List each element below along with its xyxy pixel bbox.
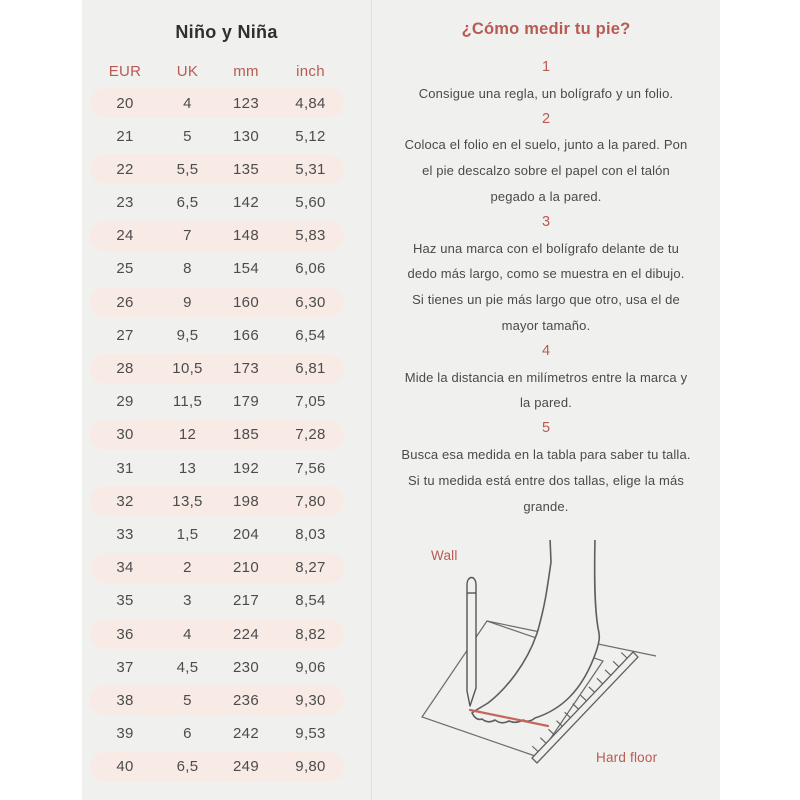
table-cell: 123 xyxy=(233,94,259,112)
table-cell: 32 xyxy=(116,492,134,510)
foot-measurement-drawing-icon xyxy=(400,540,720,800)
table-cell: 173 xyxy=(233,360,259,377)
table-cell: 33 xyxy=(116,525,134,543)
table-cell: 4,5 xyxy=(176,658,199,676)
step-number: 2 xyxy=(541,110,551,127)
table-row xyxy=(90,188,344,218)
table-cell: 23 xyxy=(116,194,134,212)
table-row xyxy=(90,519,344,549)
table-cell: 4,84 xyxy=(295,94,326,112)
measure-guide-section xyxy=(372,0,720,800)
table-cell: 148 xyxy=(233,227,259,245)
table-cell: 166 xyxy=(233,326,259,344)
column-header: UK xyxy=(176,62,199,80)
table-row xyxy=(90,387,344,417)
table-cell: 6,5 xyxy=(176,194,199,212)
size-table-title: Niño y Niña xyxy=(175,22,278,42)
step-text: Mide la distancia en milímetros entre la marca y la pared. xyxy=(404,369,688,411)
table-cell: 7,28 xyxy=(295,426,326,444)
table-cell: 8,27 xyxy=(295,559,326,577)
pen-icon xyxy=(467,578,476,707)
table-cell: 30 xyxy=(116,426,134,444)
table-row xyxy=(90,619,344,649)
size-table-header-row xyxy=(90,60,344,82)
table-cell: 9,06 xyxy=(295,658,326,676)
table-cell: 185 xyxy=(233,426,259,444)
table-cell: 13 xyxy=(178,459,197,477)
table-cell: 135 xyxy=(233,160,259,178)
table-cell: 6,54 xyxy=(295,326,326,344)
table-cell: 36 xyxy=(116,625,134,643)
table-cell: 5,12 xyxy=(295,127,326,145)
table-cell: 6,81 xyxy=(295,360,326,377)
size-guide-panel xyxy=(82,0,720,800)
table-cell: 12 xyxy=(178,426,197,444)
table-row xyxy=(90,652,344,682)
table-cell: 40 xyxy=(116,758,134,776)
table-cell: 6,06 xyxy=(295,260,326,278)
table-row xyxy=(90,453,344,483)
table-row xyxy=(90,354,344,384)
table-row xyxy=(90,586,344,616)
table-row xyxy=(90,553,344,583)
table-cell: 5,31 xyxy=(295,160,326,178)
table-cell: 5,83 xyxy=(295,227,326,245)
table-cell: 7,56 xyxy=(295,459,326,477)
table-cell: 24 xyxy=(116,227,134,245)
table-cell: 5 xyxy=(183,127,192,145)
table-cell: 9,30 xyxy=(295,691,326,709)
guide-steps xyxy=(372,55,720,519)
table-cell: 4 xyxy=(183,94,192,112)
table-row xyxy=(90,88,344,118)
table-row xyxy=(90,221,344,251)
table-cell: 7,80 xyxy=(295,492,326,510)
table-row xyxy=(90,719,344,749)
step-text: Busca esa medida en la tabla para saber tu talla. Si tu medida está entre dos tallas, elige la más grande. xyxy=(401,446,691,514)
table-cell: 34 xyxy=(116,559,134,577)
table-cell: 210 xyxy=(233,559,259,577)
hard-floor-label: Hard floor xyxy=(596,750,658,765)
table-cell: 38 xyxy=(116,691,134,709)
table-cell: 236 xyxy=(233,691,259,709)
table-cell: 198 xyxy=(233,492,259,510)
table-cell: 8 xyxy=(183,260,192,278)
table-cell: 8,54 xyxy=(295,592,326,610)
table-cell: 7,05 xyxy=(295,393,326,411)
table-cell: 6 xyxy=(183,725,192,743)
table-cell: 29 xyxy=(116,393,134,411)
step-number: 4 xyxy=(541,342,551,359)
table-cell: 8,03 xyxy=(295,525,326,543)
table-cell: 39 xyxy=(116,725,134,743)
table-cell: 154 xyxy=(233,260,259,278)
column-header: EUR xyxy=(108,62,142,80)
table-cell: 224 xyxy=(233,625,259,643)
step-number: 1 xyxy=(541,59,551,75)
size-table-body xyxy=(82,88,371,782)
table-cell: 217 xyxy=(233,592,259,610)
column-header: inch xyxy=(296,62,325,80)
table-cell: 160 xyxy=(233,293,259,311)
table-row xyxy=(90,287,344,317)
table-cell: 249 xyxy=(233,758,259,776)
table-cell: 35 xyxy=(116,592,134,610)
table-cell: 11,5 xyxy=(172,393,203,411)
table-cell: 37 xyxy=(116,658,134,676)
table-cell: 5,5 xyxy=(176,160,199,178)
table-cell: 9,80 xyxy=(295,758,326,776)
table-cell: 4 xyxy=(183,625,192,643)
table-cell: 13,5 xyxy=(172,492,203,510)
wall-label: Wall xyxy=(431,548,458,563)
table-cell: 22 xyxy=(116,160,134,178)
step-text: Haz una marca con el bolígrafo delante de tu dedo más largo, como se muestra en el dibujo. Si tienes un pie más largo que otro, usa el de mayor tamaño. xyxy=(407,240,685,333)
step-number: 5 xyxy=(541,420,551,437)
table-row xyxy=(90,752,344,782)
table-row xyxy=(90,254,344,284)
table-row xyxy=(90,420,344,450)
table-cell: 28 xyxy=(116,360,134,377)
table-cell: 142 xyxy=(233,194,259,212)
table-cell: 5 xyxy=(183,691,192,709)
table-cell: 20 xyxy=(116,94,134,112)
table-cell: 3 xyxy=(183,592,192,610)
table-cell: 230 xyxy=(233,658,259,676)
guide-title: ¿Cómo medir tu pie? xyxy=(461,20,631,38)
table-cell: 6,5 xyxy=(176,758,199,776)
table-cell: 6,30 xyxy=(295,293,326,311)
table-cell: 9,5 xyxy=(176,326,199,344)
table-row xyxy=(90,486,344,516)
table-cell: 26 xyxy=(116,293,134,311)
table-cell: 31 xyxy=(116,459,134,477)
table-cell: 179 xyxy=(233,393,259,411)
column-header: mm xyxy=(233,62,259,80)
table-row xyxy=(90,121,344,151)
table-cell: 7 xyxy=(183,227,192,245)
step-text: Consigue una regla, un bolígrafo y un folio. xyxy=(418,85,674,101)
table-cell: 27 xyxy=(116,326,134,344)
table-cell: 242 xyxy=(233,725,259,743)
table-cell: 10,5 xyxy=(172,360,203,377)
table-cell: 9,53 xyxy=(295,725,326,743)
table-row xyxy=(90,320,344,350)
step-number: 3 xyxy=(541,213,551,230)
table-cell: 25 xyxy=(116,260,134,278)
table-cell: 5,60 xyxy=(295,194,326,212)
table-cell: 130 xyxy=(233,127,259,145)
table-cell: 21 xyxy=(116,127,134,145)
table-cell: 192 xyxy=(233,459,259,477)
table-cell: 8,82 xyxy=(295,625,326,643)
table-row xyxy=(90,685,344,715)
step-text: Coloca el folio en el suelo, junto a la pared. Pon el pie descalzo sobre el papel con el talón pegado a la pared. xyxy=(404,137,688,204)
table-cell: 1,5 xyxy=(176,525,199,543)
size-table-section xyxy=(82,0,371,800)
table-cell: 9 xyxy=(183,293,192,311)
table-row xyxy=(90,154,344,184)
table-cell: 2 xyxy=(183,559,192,577)
table-cell: 204 xyxy=(233,525,259,543)
foot-measurement-illustration xyxy=(372,540,720,800)
